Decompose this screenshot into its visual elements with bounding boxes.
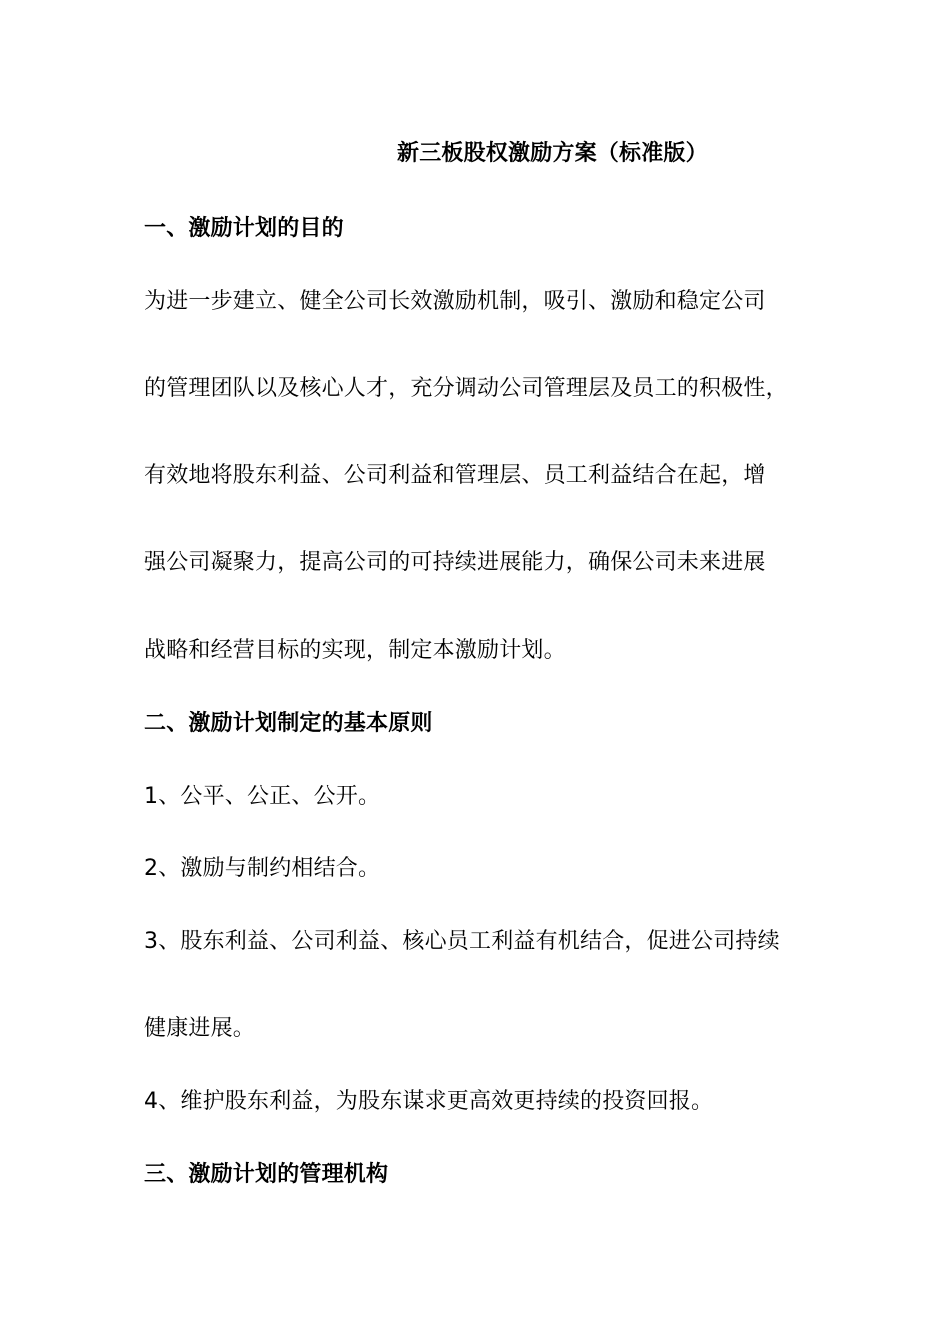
paragraph-line: 的管理团队以及核心人才，充分调动公司管理层及员工的积极性，	[144, 376, 788, 401]
list-item: 2、激励与制约相结合。	[144, 856, 381, 881]
list-item: 健康进展。	[144, 1016, 256, 1041]
section-heading-1: 一、激励计划的目的	[144, 216, 344, 241]
paragraph-line: 为进一步建立、健全公司长效激励机制，吸引、激励和稳定公司	[144, 289, 766, 314]
section-heading-2: 二、激励计划制定的基本原则	[144, 711, 433, 736]
list-item: 4、维护股东利益，为股东谋求更高效更持续的投资回报。	[144, 1089, 714, 1114]
paragraph-line: 强公司凝聚力，提高公司的可持续进展能力，确保公司未来进展	[144, 550, 766, 575]
paragraph-line: 战略和经营目标的实现，制定本激励计划。	[144, 638, 566, 663]
list-item: 3、股东利益、公司利益、核心员工利益有机结合，促进公司持续	[144, 929, 780, 954]
document-title: 新三板股权激励方案（标准版）	[397, 141, 708, 166]
list-item: 1、公平、公正、公开。	[144, 784, 381, 809]
paragraph-line: 有效地将股东利益、公司利益和管理层、员工利益结合在起，增	[144, 463, 766, 488]
section-heading-3: 三、激励计划的管理机构	[144, 1162, 389, 1187]
